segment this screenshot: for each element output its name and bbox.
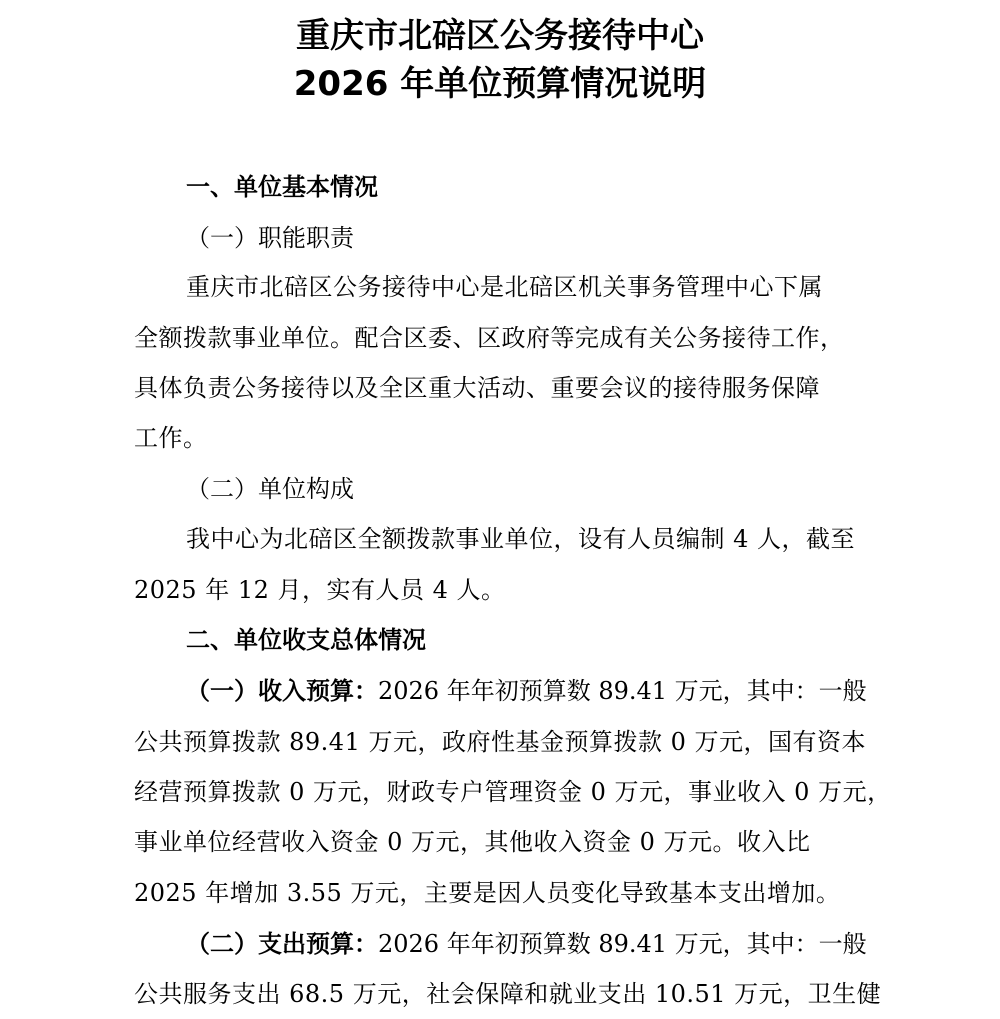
section-2-heading: 二、单位收支总体情况: [186, 626, 426, 654]
paragraph-line: 2025 年增加 3.55 万元，主要是因人员变化导致基本支出增加。: [134, 879, 841, 907]
document-title-line-2: 2026 年单位预算情况说明: [293, 64, 707, 104]
section-2-sub-1-line: [186, 676, 867, 706]
paragraph-line: 全额拨款事业单位。配合区委、区政府等完成有关公务接待工作，: [134, 324, 845, 352]
paragraph-line: 工作。: [134, 424, 208, 452]
paragraph-line: 事业单位经营收入资金 0 万元，其他收入资金 0 万元。收入比: [134, 828, 811, 856]
expenditure-budget-heading: （二）支出预算：: [186, 930, 378, 958]
section-1-sub-1-heading: （一）职能职责: [186, 224, 354, 252]
section-1-heading: 一、单位基本情况: [186, 173, 378, 201]
paragraph-line: 我中心为北碚区全额拨款事业单位，设有人员编制 4 人，截至: [186, 525, 856, 553]
section-1-sub-2-heading: （二）单位构成: [186, 475, 354, 503]
paragraph-line: 具体负责公务接待以及全区重大活动、重要会议的接待服务保障: [134, 374, 820, 402]
section-2-sub-2-line: [186, 929, 867, 959]
document-title-line-1: 重庆市北碚区公务接待中心: [296, 16, 704, 56]
income-budget-first-line: 2026 年年初预算数 89.41 万元，其中：一般: [378, 677, 867, 705]
income-budget-heading: （一）收入预算：: [186, 677, 378, 705]
paragraph-line: 重庆市北碚区公务接待中心是北碚区机关事务管理中心下属: [186, 273, 823, 301]
paragraph-line: 经营预算拨款 0 万元，财政专户管理资金 0 万元，事业收入 0 万元，: [134, 778, 892, 806]
paragraph-line: 2025 年 12 月，实有人员 4 人。: [134, 576, 506, 604]
paragraph-line: 公共服务支出 68.5 万元，社会保障和就业支出 10.51 万元，卫生健: [134, 980, 882, 1008]
paragraph-line: 公共预算拨款 89.41 万元，政府性基金预算拨款 0 万元，国有资本: [134, 728, 866, 756]
expenditure-budget-first-line: 2026 年年初预算数 89.41 万元，其中：一般: [378, 930, 867, 958]
